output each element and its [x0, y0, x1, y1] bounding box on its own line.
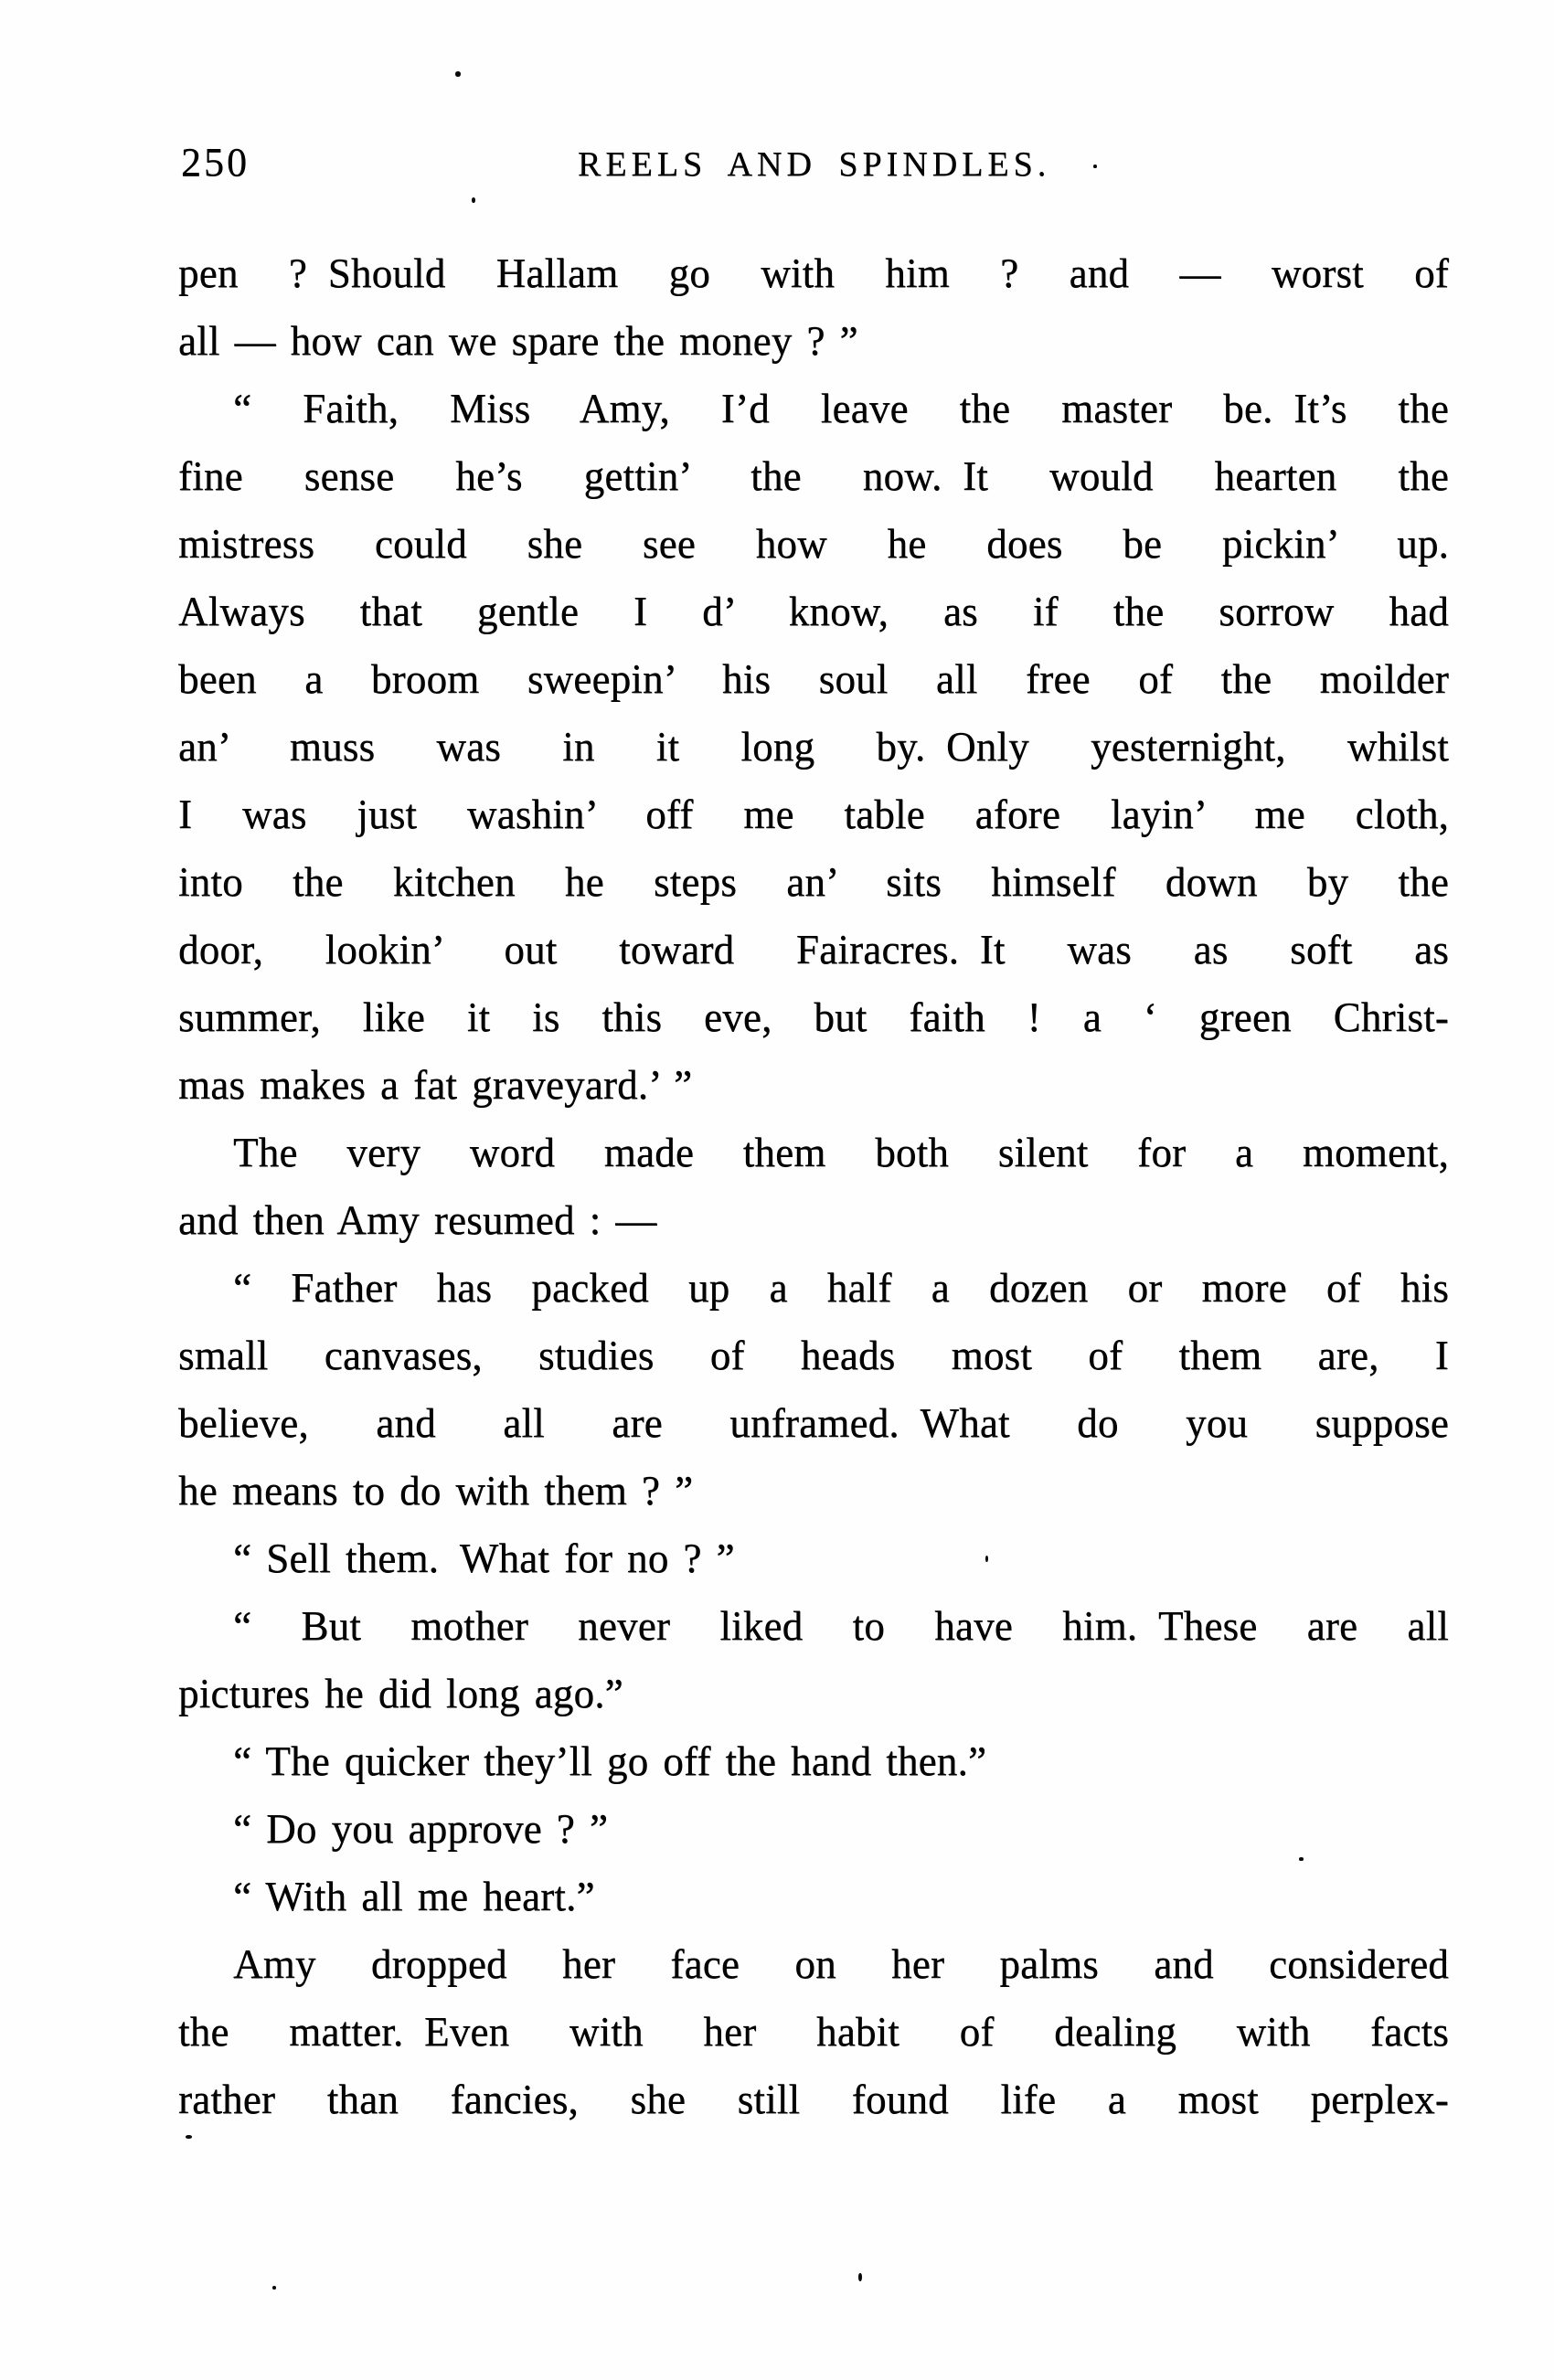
text-line: mas makes a fat graveyard.’ ”: [178, 1062, 693, 1108]
text-line: “ Faith, Miss Amy, I’d leave the master be. It’s the: [233, 386, 1449, 431]
text-line: door, lookin’ out toward Fairacres. It was as soft as: [178, 927, 1449, 972]
ink-speck: [186, 2135, 192, 2139]
running-title: REELS AND SPINDLES.: [578, 145, 1051, 184]
text-line: “ Sell them. What for no ? ”: [233, 1535, 735, 1581]
body-text: [178, 239, 1449, 2133]
text-line: fine sense he’s gettin’ the now. It would hearten the: [178, 453, 1449, 499]
text-line: summer, like it is this eve, but faith ! a ‘ green Christ-: [178, 994, 1449, 1040]
text-line: “ Do you approve ? ”: [233, 1806, 609, 1852]
text-line: mistress could she see how he does be pickin’ up.: [178, 521, 1449, 567]
page-number: 250: [181, 140, 250, 185]
ink-speck: [272, 2286, 276, 2290]
text-line: the matter. Even with her habit of dealing with facts: [178, 2009, 1449, 2055]
text-line: pictures he did long ago.”: [178, 1671, 623, 1716]
text-line: and then Amy resumed : —: [178, 1197, 657, 1243]
text-line: he means to do with them ? ”: [178, 1468, 694, 1514]
text-line: rather than fancies, she still found life a most perplex-: [178, 2077, 1449, 2122]
text-line: “ With all me heart.”: [233, 1874, 595, 1919]
text-line: an’ muss was in it long by. Only yesternight, whilst: [178, 724, 1449, 770]
text-line: The very word made them both silent for a moment,: [233, 1130, 1449, 1175]
text-line: Amy dropped her face on her palms and considered: [233, 1941, 1449, 1987]
text-line: “ Father has packed up a half a dozen or more of his: [233, 1265, 1449, 1311]
text-line: small canvases, studies of heads most of them are, I: [178, 1333, 1449, 1378]
text-line: believe, and all are unframed. What do you suppose: [178, 1400, 1449, 1446]
text-line: I was just washin’ off me table afore layin’ me cloth,: [178, 792, 1449, 837]
text-line: pen ? Should Hallam go with him ? and — worst of: [178, 250, 1449, 296]
text-line: “ But mother never liked to have him. These are all: [233, 1603, 1449, 1649]
text-line: all — how can we spare the money ? ”: [178, 318, 858, 364]
text-line: into the kitchen he steps an’ sits himself down by the: [178, 859, 1449, 905]
text-line: Always that gentle I d’ know, as if the sorrow had: [178, 589, 1449, 634]
ink-speck: [858, 2273, 862, 2281]
ink-speck: [985, 1556, 988, 1562]
text-line: been a broom sweepin’ his soul all free of the moilder: [178, 656, 1449, 702]
ink-speck: [455, 71, 461, 77]
ink-speck: [472, 197, 475, 203]
ink-speck: [1299, 1857, 1304, 1861]
text-line: “ The quicker they’ll go off the hand then.”: [233, 1738, 987, 1784]
ink-speck: [1093, 165, 1097, 168]
